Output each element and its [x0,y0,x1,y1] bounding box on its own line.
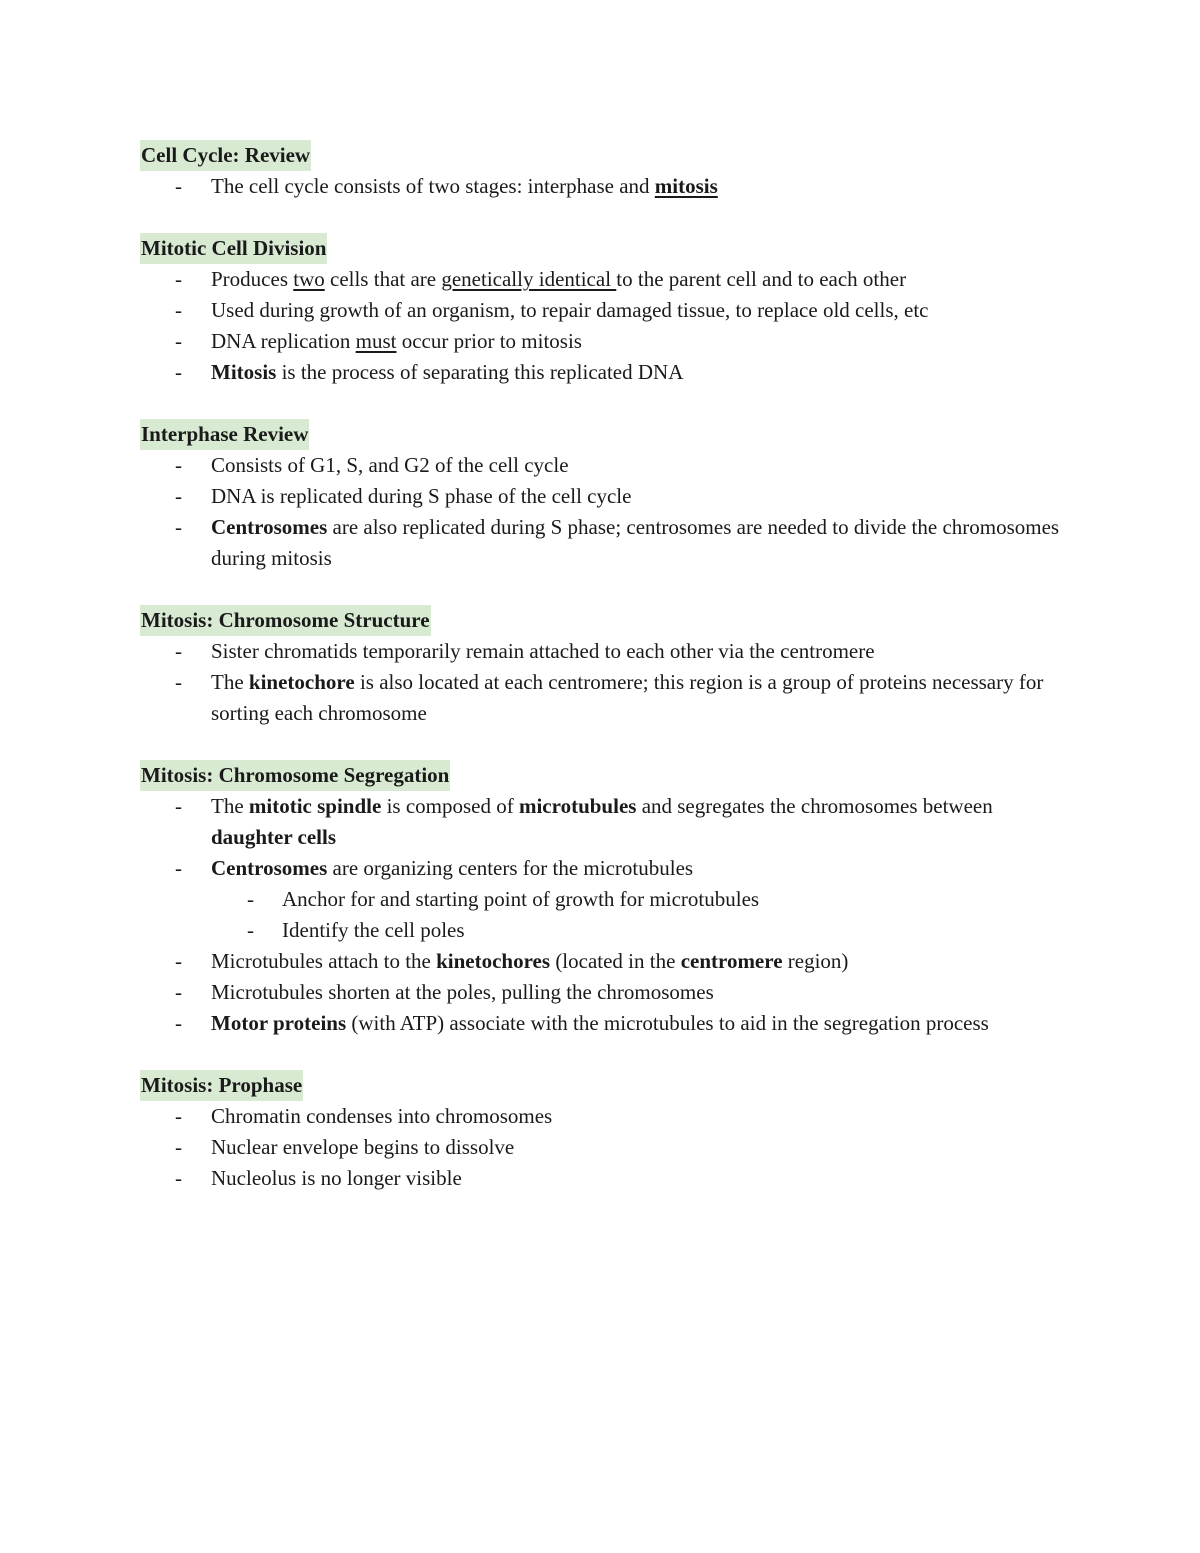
dash-bullet-icon: - [175,856,182,880]
text-run: occur prior to mitosis [396,329,582,353]
bold-term: microtubules [518,794,637,818]
sub-list-item [141,915,1061,946]
dash-bullet-icon: - [175,980,182,1004]
list-item [141,1132,1061,1163]
text-run: DNA is replicated during S phase of the cell cycle [211,484,632,508]
text-run: Nucleolus is no longer visible [211,1166,462,1190]
section-heading: Mitosis: Chromosome Segregation [140,760,450,791]
list-item [141,1163,1061,1194]
bold-term: centromere [680,949,783,973]
underlined-text: two [293,267,325,291]
text-run: DNA replication [211,329,356,353]
text-run: The cell cycle consists of two stages: interphase and [211,174,655,198]
text-run: (with ATP) associate with the microtubules to aid in the segregation process [346,1011,989,1035]
bold-term: kinetochores [436,949,551,973]
sub-list-item [141,884,1061,915]
text-run: Microtubules attach to the [211,949,437,973]
section-heading: Mitosis: Prophase [140,1070,303,1101]
list-item [141,481,1061,512]
list-item [141,636,1061,667]
bold-term: mitotic spindle [248,794,382,818]
text-run: Sister chromatids temporarily remain attached to each other via the centromere [211,639,875,663]
text-run: is also located at each centromere; this region is a group of proteins necessary for sorting each chromosome [211,670,1044,725]
dash-bullet-icon: - [247,887,254,911]
text-run: Anchor for and starting point of growth for microtubules [282,887,760,911]
list-item [141,512,1061,574]
text-run: cells that are [324,267,442,291]
text-run: Produces [211,267,294,291]
text-run: The [211,670,249,694]
dash-bullet-icon: - [247,918,254,942]
bullet-list [141,264,1061,388]
text-run: Chromatin condenses into chromosomes [211,1104,553,1128]
dash-bullet-icon: - [175,1104,182,1128]
bold-term: mitosis [654,174,718,198]
list-item [141,295,1061,326]
list-item [141,264,1061,295]
text-run: Nuclear envelope begins to dissolve [211,1135,515,1159]
section-heading: Interphase Review [140,419,309,450]
bullet-list [141,450,1061,574]
section [141,1070,1061,1194]
dash-bullet-icon: - [175,484,182,508]
dash-bullet-icon: - [175,1011,182,1035]
bullet-list [141,1101,1061,1194]
dash-bullet-icon: - [175,794,182,818]
section-heading: Mitosis: Chromosome Structure [140,605,431,636]
dash-bullet-icon: - [175,329,182,353]
dash-bullet-icon: - [175,670,182,694]
list-item [141,791,1061,853]
text-run: Microtubules shorten at the poles, pulling the chromosomes [211,980,714,1004]
text-run: Identify the cell poles [282,918,465,942]
text-run: region) [782,949,849,973]
dash-bullet-icon: - [175,1166,182,1190]
dash-bullet-icon: - [175,453,182,477]
section-heading: Cell Cycle: Review [140,140,311,171]
dash-bullet-icon: - [175,360,182,384]
section [141,605,1061,729]
dash-bullet-icon: - [175,298,182,322]
list-item [141,450,1061,481]
bold-term: Centrosomes [211,856,328,880]
list-item [141,1008,1061,1039]
section-heading: Mitotic Cell Division [140,233,327,264]
document-body [141,140,1061,1225]
bold-term: kinetochore [248,670,355,694]
bold-term: Mitosis [211,360,277,384]
text-run: is composed of [381,794,519,818]
text-run: and segregates the chromosomes between [636,794,993,818]
dash-bullet-icon: - [175,1135,182,1159]
section [141,419,1061,574]
text-run: The [211,794,249,818]
list-item [141,977,1061,1008]
text-run: Used during growth of an organism, to repair damaged tissue, to replace old cells, etc [211,298,929,322]
section [141,140,1061,202]
bold-term: daughter cells [211,825,337,849]
text-run: are also replicated during S phase; centrosomes are needed to divide the chromosomes during mitosis [211,515,1060,570]
text-run: Consists of G1, S, and G2 of the cell cycle [211,453,569,477]
text-run: (located in the [550,949,681,973]
list-item [141,946,1061,977]
list-item [141,357,1061,388]
text-run: is the process of separating this replicated DNA [276,360,684,384]
bold-term: Centrosomes [211,515,328,539]
list-item [141,667,1061,729]
list-item [141,171,1061,202]
bullet-list [141,791,1061,1039]
section [141,233,1061,388]
dash-bullet-icon: - [175,515,182,539]
bold-term: Motor proteins [211,1011,347,1035]
bullet-list [141,636,1061,729]
dash-bullet-icon: - [175,949,182,973]
bullet-list [141,171,1061,202]
text-run: to the parent cell and to each other [616,267,907,291]
underlined-text: must [355,329,397,353]
text-run: are organizing centers for the microtubules [327,856,694,880]
dash-bullet-icon: - [175,174,182,198]
list-item [141,853,1061,884]
list-item [141,1101,1061,1132]
list-item [141,326,1061,357]
dash-bullet-icon: - [175,639,182,663]
dash-bullet-icon: - [175,267,182,291]
section [141,760,1061,1039]
underlined-text: genetically identical [441,267,617,291]
